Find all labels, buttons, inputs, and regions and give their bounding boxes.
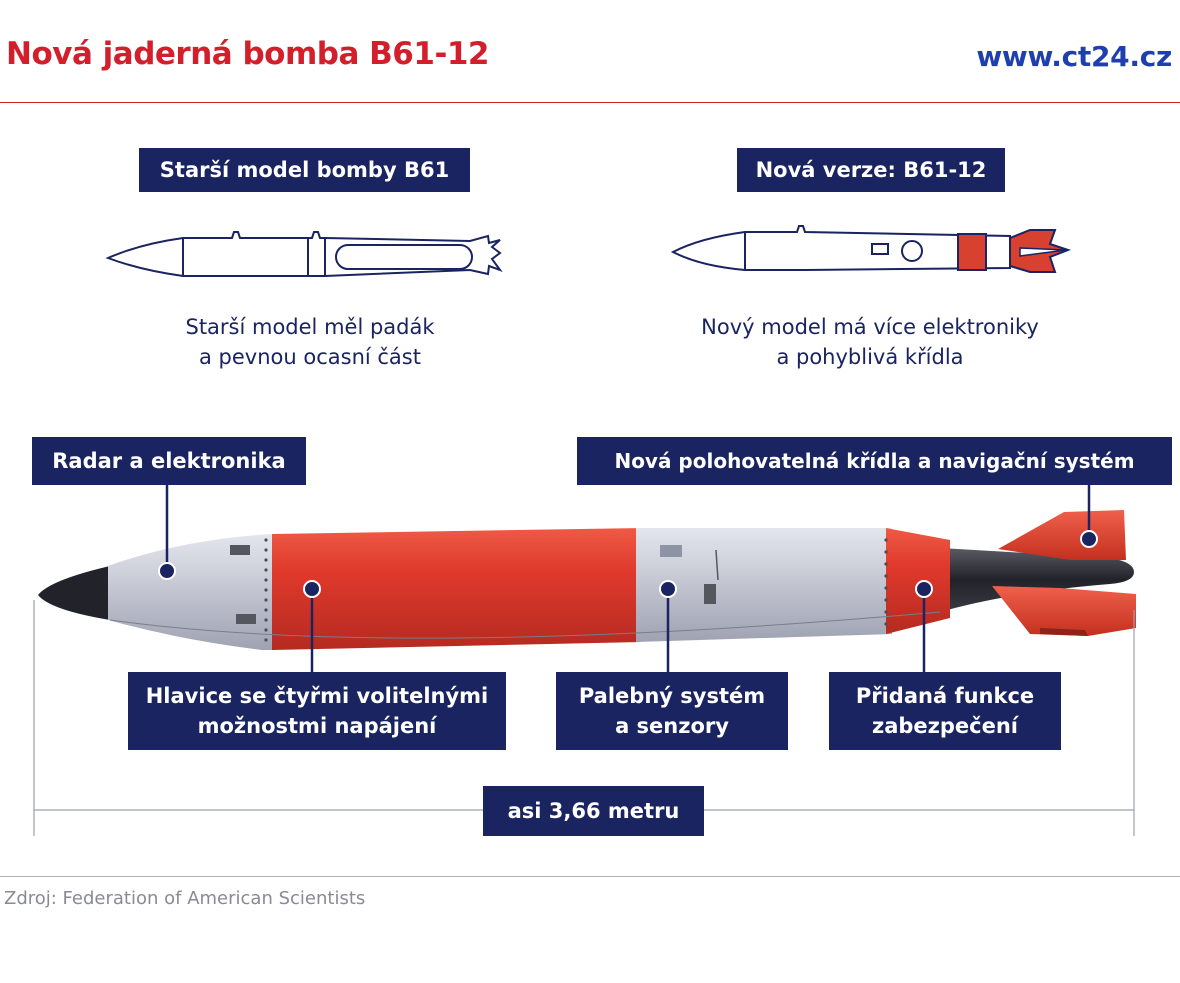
- nose-section: [108, 534, 276, 650]
- safety-section: [886, 528, 950, 634]
- firing-line2: a senzory: [615, 714, 729, 738]
- warhead-line1: Hlavice se čtyřmi volitelnými: [145, 684, 489, 708]
- page-title: Nová jaderná bomba B61-12: [6, 36, 489, 72]
- dimension-label: asi 3,66 metru: [483, 786, 704, 836]
- warhead-line2: možnostmi napájení: [197, 714, 437, 738]
- main-bomb: [38, 510, 1136, 650]
- safety-line1: Přidaná funkce: [855, 684, 1035, 708]
- new-model-label: Nová verze: B61-12: [737, 148, 1005, 192]
- lower-fin: [992, 586, 1136, 636]
- source-note: Zdroj: Federation of American Scientists: [4, 888, 366, 909]
- callout-radar: Radar a elektronika: [32, 437, 306, 485]
- old-model-label: Starší model bomby B61: [139, 148, 470, 192]
- new-model-caption: [660, 312, 1080, 372]
- old-caption-line1: Starší model měl padák: [185, 315, 435, 339]
- old-bomb-outline: [108, 232, 500, 276]
- firing-line1: Palebný systém: [578, 684, 766, 708]
- callout-warhead: [128, 672, 506, 750]
- old-model-caption: [110, 312, 510, 372]
- safety-line2: zabezpečení: [871, 714, 1018, 738]
- new-caption-line2: a pohyblivá křídla: [776, 345, 964, 369]
- callout-firing: [556, 672, 788, 750]
- warhead-section: [272, 528, 640, 650]
- callout-safety: [829, 672, 1061, 750]
- footer-divider: [0, 876, 1180, 877]
- site-url[interactable]: www.ct24.cz: [976, 40, 1172, 73]
- callout-wings: Nová polohovatelná křídla a navigační systém: [577, 437, 1172, 485]
- old-caption-line2: a pevnou ocasní část: [199, 345, 421, 369]
- new-bomb-outline: [673, 226, 1068, 272]
- new-caption-line1: Nový model má více elektroniky: [701, 315, 1039, 339]
